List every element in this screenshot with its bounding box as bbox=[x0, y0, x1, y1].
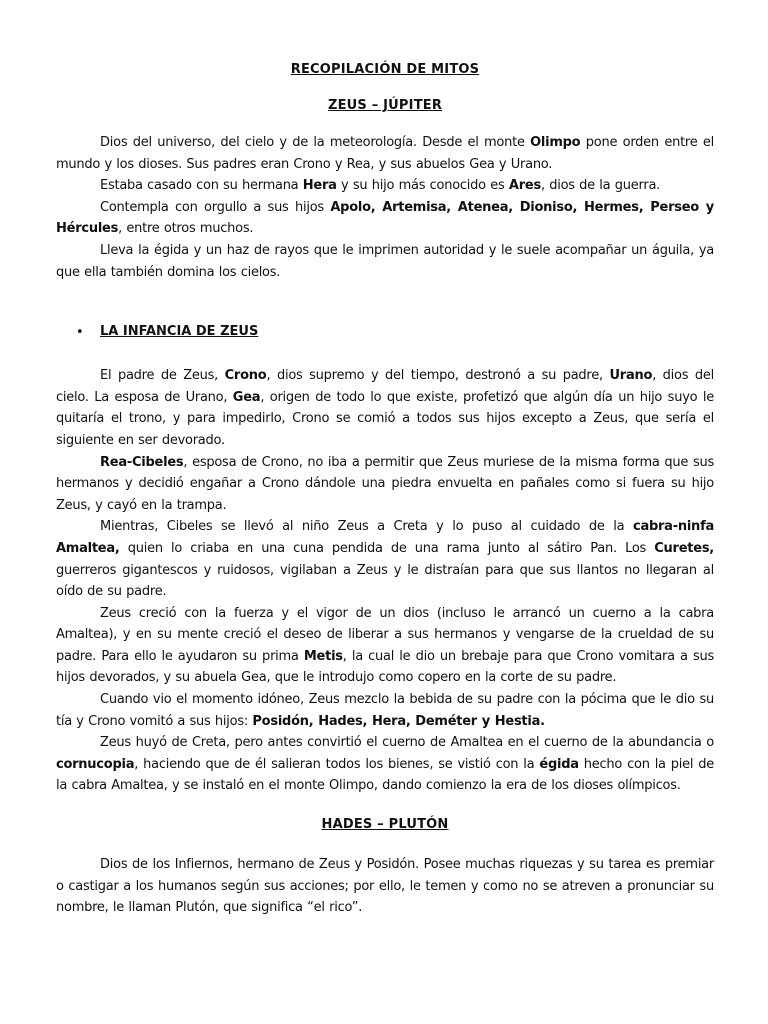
section-title-hades: HADES – PLUTÓN bbox=[321, 817, 449, 833]
paragraph bbox=[56, 603, 714, 689]
text-run: Estaba casado con su hermana bbox=[100, 178, 303, 194]
text-run: Lleva la égida y un haz de rayos que le imprimen autoridad y le suele acompañar un águila, ya que ella también domina los cielos. bbox=[56, 242, 714, 280]
bold-text: Gea bbox=[232, 389, 261, 405]
paragraph bbox=[56, 365, 714, 451]
bold-text: Rea-Cibeles bbox=[100, 454, 184, 470]
section-title-zeus: ZEUS – JÚPITER bbox=[327, 98, 443, 113]
zeus-section bbox=[56, 132, 714, 283]
bold-text: égida bbox=[539, 756, 579, 772]
text-run: Dios del universo, del cielo y de la meteorología. Desde el monte bbox=[100, 135, 531, 150]
paragraph bbox=[56, 732, 714, 797]
text-run: Mientras, Cibeles se llevó al niño Zeus a Creta y lo puso al cuidado de la bbox=[100, 519, 633, 535]
paragraph bbox=[56, 197, 714, 240]
text-run: y su hijo más conocido es bbox=[336, 178, 509, 194]
text-run: , origen de todo lo que existe, profetizó que algún día un hijo suyo le quitaría el trono, y para impedirlo, Crono se comió a todos sus hijos excepto a Zeus, que sería el siguiente en ser devorado. bbox=[56, 389, 715, 448]
main-title: RECOPILACIÓN DE MITOS bbox=[290, 62, 480, 77]
text-run: guerreros gigantescos y ruidosos, vigilaban a Zeus y le distraían para que sus llantos no llegaran al oído de su padre. bbox=[56, 562, 714, 600]
bullet-marker: • bbox=[76, 325, 84, 341]
bullet-heading-text: LA INFANCIA DE ZEUS bbox=[100, 324, 259, 340]
text-run: Zeus creció con la fuerza y el vigor de un dios (incluso le arrancó un cuerno a la cabra Amaltea), y en su mente creció el deseo de liberar a sus hermanos y vengarse de la crueldad de su padre. Para ello le ayudaron su prima bbox=[56, 605, 714, 664]
text-run: , dios de la guerra. bbox=[540, 178, 661, 194]
paragraph bbox=[56, 452, 714, 517]
text-run: quien lo criaba en una cuna pendida de una rama junto al sátiro Pan. Los bbox=[119, 540, 655, 556]
paragraph bbox=[56, 854, 714, 919]
text-run: , entre otros muchos. bbox=[118, 221, 254, 237]
bold-text: Posidón, Hades, Hera, Deméter y Hestia. bbox=[252, 713, 545, 729]
paragraph bbox=[56, 175, 714, 197]
infancia-section bbox=[56, 365, 714, 797]
hades-section bbox=[56, 854, 714, 919]
text-run: , esposa de Crono, no iba a permitir que Zeus muriese de la misma forma que sus hermanos y decidió engañar a Crono dándole una piedra envuelta en pañales como si fuera su hijo Zeus, y cayó en la trampa. bbox=[56, 454, 714, 513]
bold-text: Ares bbox=[508, 178, 541, 194]
bold-text: Urano bbox=[609, 368, 653, 384]
document-page bbox=[56, 62, 714, 919]
text-run: Contempla con orgullo a sus hijos bbox=[100, 199, 331, 215]
bold-text: Metis bbox=[303, 648, 343, 664]
bold-text: Crono bbox=[224, 368, 267, 384]
bullet-heading bbox=[56, 324, 714, 344]
bold-text: Hera bbox=[302, 178, 337, 194]
bold-text: cabra-ninfa Amaltea, bbox=[56, 519, 714, 556]
paragraph bbox=[56, 240, 714, 283]
text-run: Dios de los Infiernos, hermano de Zeus y Posidón. Posee muchas riquezas y su tarea es premiar o castigar a los humanos según sus acciones; por ello, le temen y como no se atreven a pronunciar su nombre, le llaman Plutón, que significa “el rico”. bbox=[56, 857, 714, 916]
paragraph bbox=[56, 516, 714, 602]
text-run: Zeus huyó de Creta, pero antes convirtió el cuerno de Amaltea en el cuerno de la abundancia o bbox=[100, 735, 714, 751]
bold-text: cornucopia bbox=[56, 756, 135, 772]
bold-text: Apolo, Artemisa, Atenea, Dioniso, Hermes, Perseo y Hércules bbox=[56, 199, 714, 237]
bold-text: Curetes, bbox=[654, 540, 714, 556]
text-run: , dios del cielo. La esposa de Urano, bbox=[56, 368, 715, 405]
text-run: hecho con la piel de la cabra Amaltea, y se instaló en el monte Olimpo, dando comienzo la era de los dioses olímpicos. bbox=[56, 756, 714, 794]
text-run: pone orden entre el mundo y los dioses. Sus padres eran Crono y Rea, y sus abuelos Gea y Urano. bbox=[56, 135, 714, 172]
paragraph bbox=[56, 132, 714, 175]
paragraph bbox=[56, 689, 714, 732]
bold-text: Olimpo bbox=[530, 135, 581, 150]
text-run: Cuando vio el momento idóneo, Zeus mezclo la bebida de su padre con la pócima que le dio su tía y Crono vomitó a sus hijos: bbox=[56, 692, 714, 729]
text-run: , la cual le dio un brebaje para que Crono vomitara a sus hijos devorados, y su abuela Gea, que le introdujo como copero en la corte de su padre. bbox=[56, 648, 715, 686]
text-run: , dios supremo y del tiempo, destronó a su padre, bbox=[266, 368, 610, 384]
text-run: El padre de Zeus, bbox=[100, 368, 225, 384]
text-run: , haciendo que de él salieran todos los bienes, se vistió con la bbox=[134, 756, 540, 772]
